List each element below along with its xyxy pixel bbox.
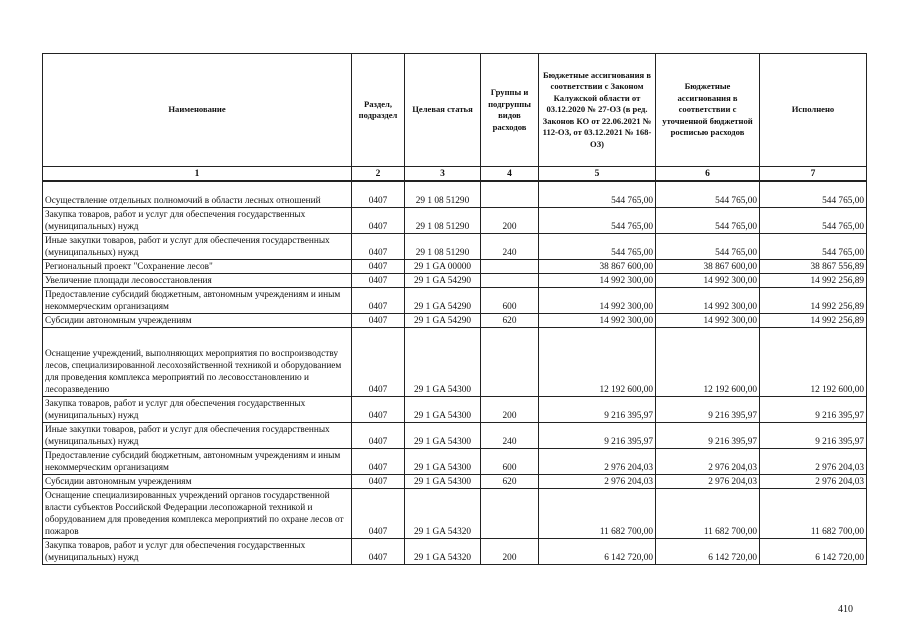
row-section: 0407: [352, 208, 405, 234]
row-name: Предоставление субсидий бюджетным, автономным учреждениям и иным некоммерческим организациям: [43, 288, 352, 314]
column-number: 6: [656, 167, 760, 182]
row-name: Региональный проект "Сохранение лесов": [43, 260, 352, 274]
row-name: Иные закупки товаров, работ и услуг для обеспечения государственных (муниципальных) нужд: [43, 423, 352, 449]
row-group: [481, 181, 539, 208]
row-group: 240: [481, 423, 539, 449]
row-section: 0407: [352, 234, 405, 260]
row-executed: 544 765,00: [760, 181, 867, 208]
column-number: 7: [760, 167, 867, 182]
row-target: 29 1 GA 54320: [405, 489, 481, 539]
row-executed: 9 216 395,97: [760, 397, 867, 423]
row-group: 620: [481, 314, 539, 328]
column-number: 3: [405, 167, 481, 182]
row-adjusted: 38 867 600,00: [656, 260, 760, 274]
row-target: 29 1 GA 54300: [405, 475, 481, 489]
row-executed: 14 992 256,89: [760, 288, 867, 314]
row-budget: 9 216 395,97: [539, 423, 656, 449]
table-row: [43, 274, 867, 288]
row-budget: 9 216 395,97: [539, 397, 656, 423]
row-target: 29 1 GA 54290: [405, 314, 481, 328]
header-group: Группы и подгруппы видов расходов: [481, 54, 539, 167]
header-row: [43, 54, 867, 167]
table-row: [43, 539, 867, 565]
row-target: 29 1 08 51290: [405, 208, 481, 234]
row-executed: 2 976 204,03: [760, 449, 867, 475]
row-target: 29 1 GA 54300: [405, 397, 481, 423]
row-section: 0407: [352, 288, 405, 314]
column-number-row: [43, 167, 867, 182]
row-adjusted: 6 142 720,00: [656, 539, 760, 565]
table-row: [43, 181, 867, 208]
row-group: 200: [481, 539, 539, 565]
row-name: Закупка товаров, работ и услуг для обеспечения государственных (муниципальных) нужд: [43, 208, 352, 234]
row-executed: 9 216 395,97: [760, 423, 867, 449]
table-row: [43, 423, 867, 449]
header-executed: Исполнено: [760, 54, 867, 167]
row-adjusted: 14 992 300,00: [656, 274, 760, 288]
row-name: Оснащение специализированных учреждений органов государственной власти субъектов Российской Федерации лесопожарной техникой и оборудованием для проведения комплекса мероприятий по охране лесов от пожаров: [43, 489, 352, 539]
row-budget: 14 992 300,00: [539, 314, 656, 328]
row-target: 29 1 GA 54290: [405, 274, 481, 288]
row-name: Субсидии автономным учреждениям: [43, 314, 352, 328]
row-name: Предоставление субсидий бюджетным, автономным учреждениям и иным некоммерческим организациям: [43, 449, 352, 475]
row-budget: 14 992 300,00: [539, 274, 656, 288]
row-budget: 6 142 720,00: [539, 539, 656, 565]
table-body: [43, 181, 867, 565]
row-budget: 11 682 700,00: [539, 489, 656, 539]
row-adjusted: 544 765,00: [656, 208, 760, 234]
row-target: 29 1 GA 54320: [405, 539, 481, 565]
table-row: [43, 475, 867, 489]
row-target: 29 1 GA 00000: [405, 260, 481, 274]
row-section: 0407: [352, 539, 405, 565]
row-executed: 544 765,00: [760, 234, 867, 260]
row-adjusted: 14 992 300,00: [656, 288, 760, 314]
row-name: Субсидии автономным учреждениям: [43, 475, 352, 489]
row-name: Осуществление отдельных полномочий в области лесных отношений: [43, 181, 352, 208]
row-adjusted: 2 976 204,03: [656, 449, 760, 475]
row-executed: 6 142 720,00: [760, 539, 867, 565]
page-number: 410: [838, 604, 853, 615]
row-adjusted: 544 765,00: [656, 181, 760, 208]
table-row: [43, 328, 867, 397]
row-target: 29 1 08 51290: [405, 181, 481, 208]
row-section: 0407: [352, 314, 405, 328]
row-executed: 11 682 700,00: [760, 489, 867, 539]
row-section: 0407: [352, 489, 405, 539]
row-target: 29 1 GA 54300: [405, 423, 481, 449]
column-number: 4: [481, 167, 539, 182]
row-executed: 2 976 204,03: [760, 475, 867, 489]
row-group: 200: [481, 397, 539, 423]
row-name: Закупка товаров, работ и услуг для обеспечения государственных (муниципальных) нужд: [43, 539, 352, 565]
row-adjusted: 12 192 600,00: [656, 328, 760, 397]
row-name: Увеличение площади лесовосстановления: [43, 274, 352, 288]
table-row: [43, 489, 867, 539]
row-adjusted: 544 765,00: [656, 234, 760, 260]
table-row: [43, 314, 867, 328]
header-budget: Бюджетные ассигнования в соответствии с Законом Калужской области от 03.12.2020 № 27-ОЗ (в ред. Законов КО от 22.06.2021 № 112-ОЗ, от 03.12.2021 № 168-ОЗ): [539, 54, 656, 167]
row-adjusted: 9 216 395,97: [656, 397, 760, 423]
row-section: 0407: [352, 423, 405, 449]
row-adjusted: 9 216 395,97: [656, 423, 760, 449]
row-budget: 12 192 600,00: [539, 328, 656, 397]
row-executed: 38 867 556,89: [760, 260, 867, 274]
row-name: Оснащение учреждений, выполняющих мероприятия по воспроизводству лесов, специализированной лесохозяйственной техникой и оборудованием для проведения комплекса мероприятий по лесовосстановлению и лесоразведению: [43, 328, 352, 397]
row-target: 29 1 08 51290: [405, 234, 481, 260]
table-row: [43, 208, 867, 234]
row-target: 29 1 GA 54300: [405, 328, 481, 397]
row-group: [481, 274, 539, 288]
column-number: 2: [352, 167, 405, 182]
row-name: Закупка товаров, работ и услуг для обеспечения государственных (муниципальных) нужд: [43, 397, 352, 423]
row-budget: 544 765,00: [539, 208, 656, 234]
table-row: [43, 260, 867, 274]
row-group: [481, 328, 539, 397]
row-target: 29 1 GA 54290: [405, 288, 481, 314]
row-group: 620: [481, 475, 539, 489]
row-group: 200: [481, 208, 539, 234]
row-section: 0407: [352, 181, 405, 208]
row-budget: 544 765,00: [539, 234, 656, 260]
row-budget: 14 992 300,00: [539, 288, 656, 314]
table-row: [43, 234, 867, 260]
row-adjusted: 11 682 700,00: [656, 489, 760, 539]
row-budget: 2 976 204,03: [539, 449, 656, 475]
header-target: Целевая статья: [405, 54, 481, 167]
row-budget: 544 765,00: [539, 181, 656, 208]
row-section: 0407: [352, 274, 405, 288]
column-number: 5: [539, 167, 656, 182]
table-row: [43, 288, 867, 314]
row-budget: 2 976 204,03: [539, 475, 656, 489]
header-name: Наименование: [43, 54, 352, 167]
row-name: Иные закупки товаров, работ и услуг для обеспечения государственных (муниципальных) нужд: [43, 234, 352, 260]
row-group: [481, 260, 539, 274]
row-executed: 14 992 256,89: [760, 314, 867, 328]
table-row: [43, 449, 867, 475]
row-section: 0407: [352, 328, 405, 397]
row-budget: 38 867 600,00: [539, 260, 656, 274]
header-adjusted: Бюджетные ассигнования в соответствии с уточненной бюджетной росписью расходов: [656, 54, 760, 167]
row-section: 0407: [352, 397, 405, 423]
row-executed: 544 765,00: [760, 208, 867, 234]
budget-table: [42, 53, 867, 565]
row-group: 600: [481, 449, 539, 475]
row-executed: 12 192 600,00: [760, 328, 867, 397]
row-section: 0407: [352, 260, 405, 274]
row-group: 240: [481, 234, 539, 260]
header-section: Раздел, подраздел: [352, 54, 405, 167]
table-row: [43, 397, 867, 423]
row-section: 0407: [352, 475, 405, 489]
column-number: 1: [43, 167, 352, 182]
row-group: 600: [481, 288, 539, 314]
row-section: 0407: [352, 449, 405, 475]
row-target: 29 1 GA 54300: [405, 449, 481, 475]
row-group: [481, 489, 539, 539]
row-adjusted: 2 976 204,03: [656, 475, 760, 489]
row-adjusted: 14 992 300,00: [656, 314, 760, 328]
row-executed: 14 992 256,89: [760, 274, 867, 288]
